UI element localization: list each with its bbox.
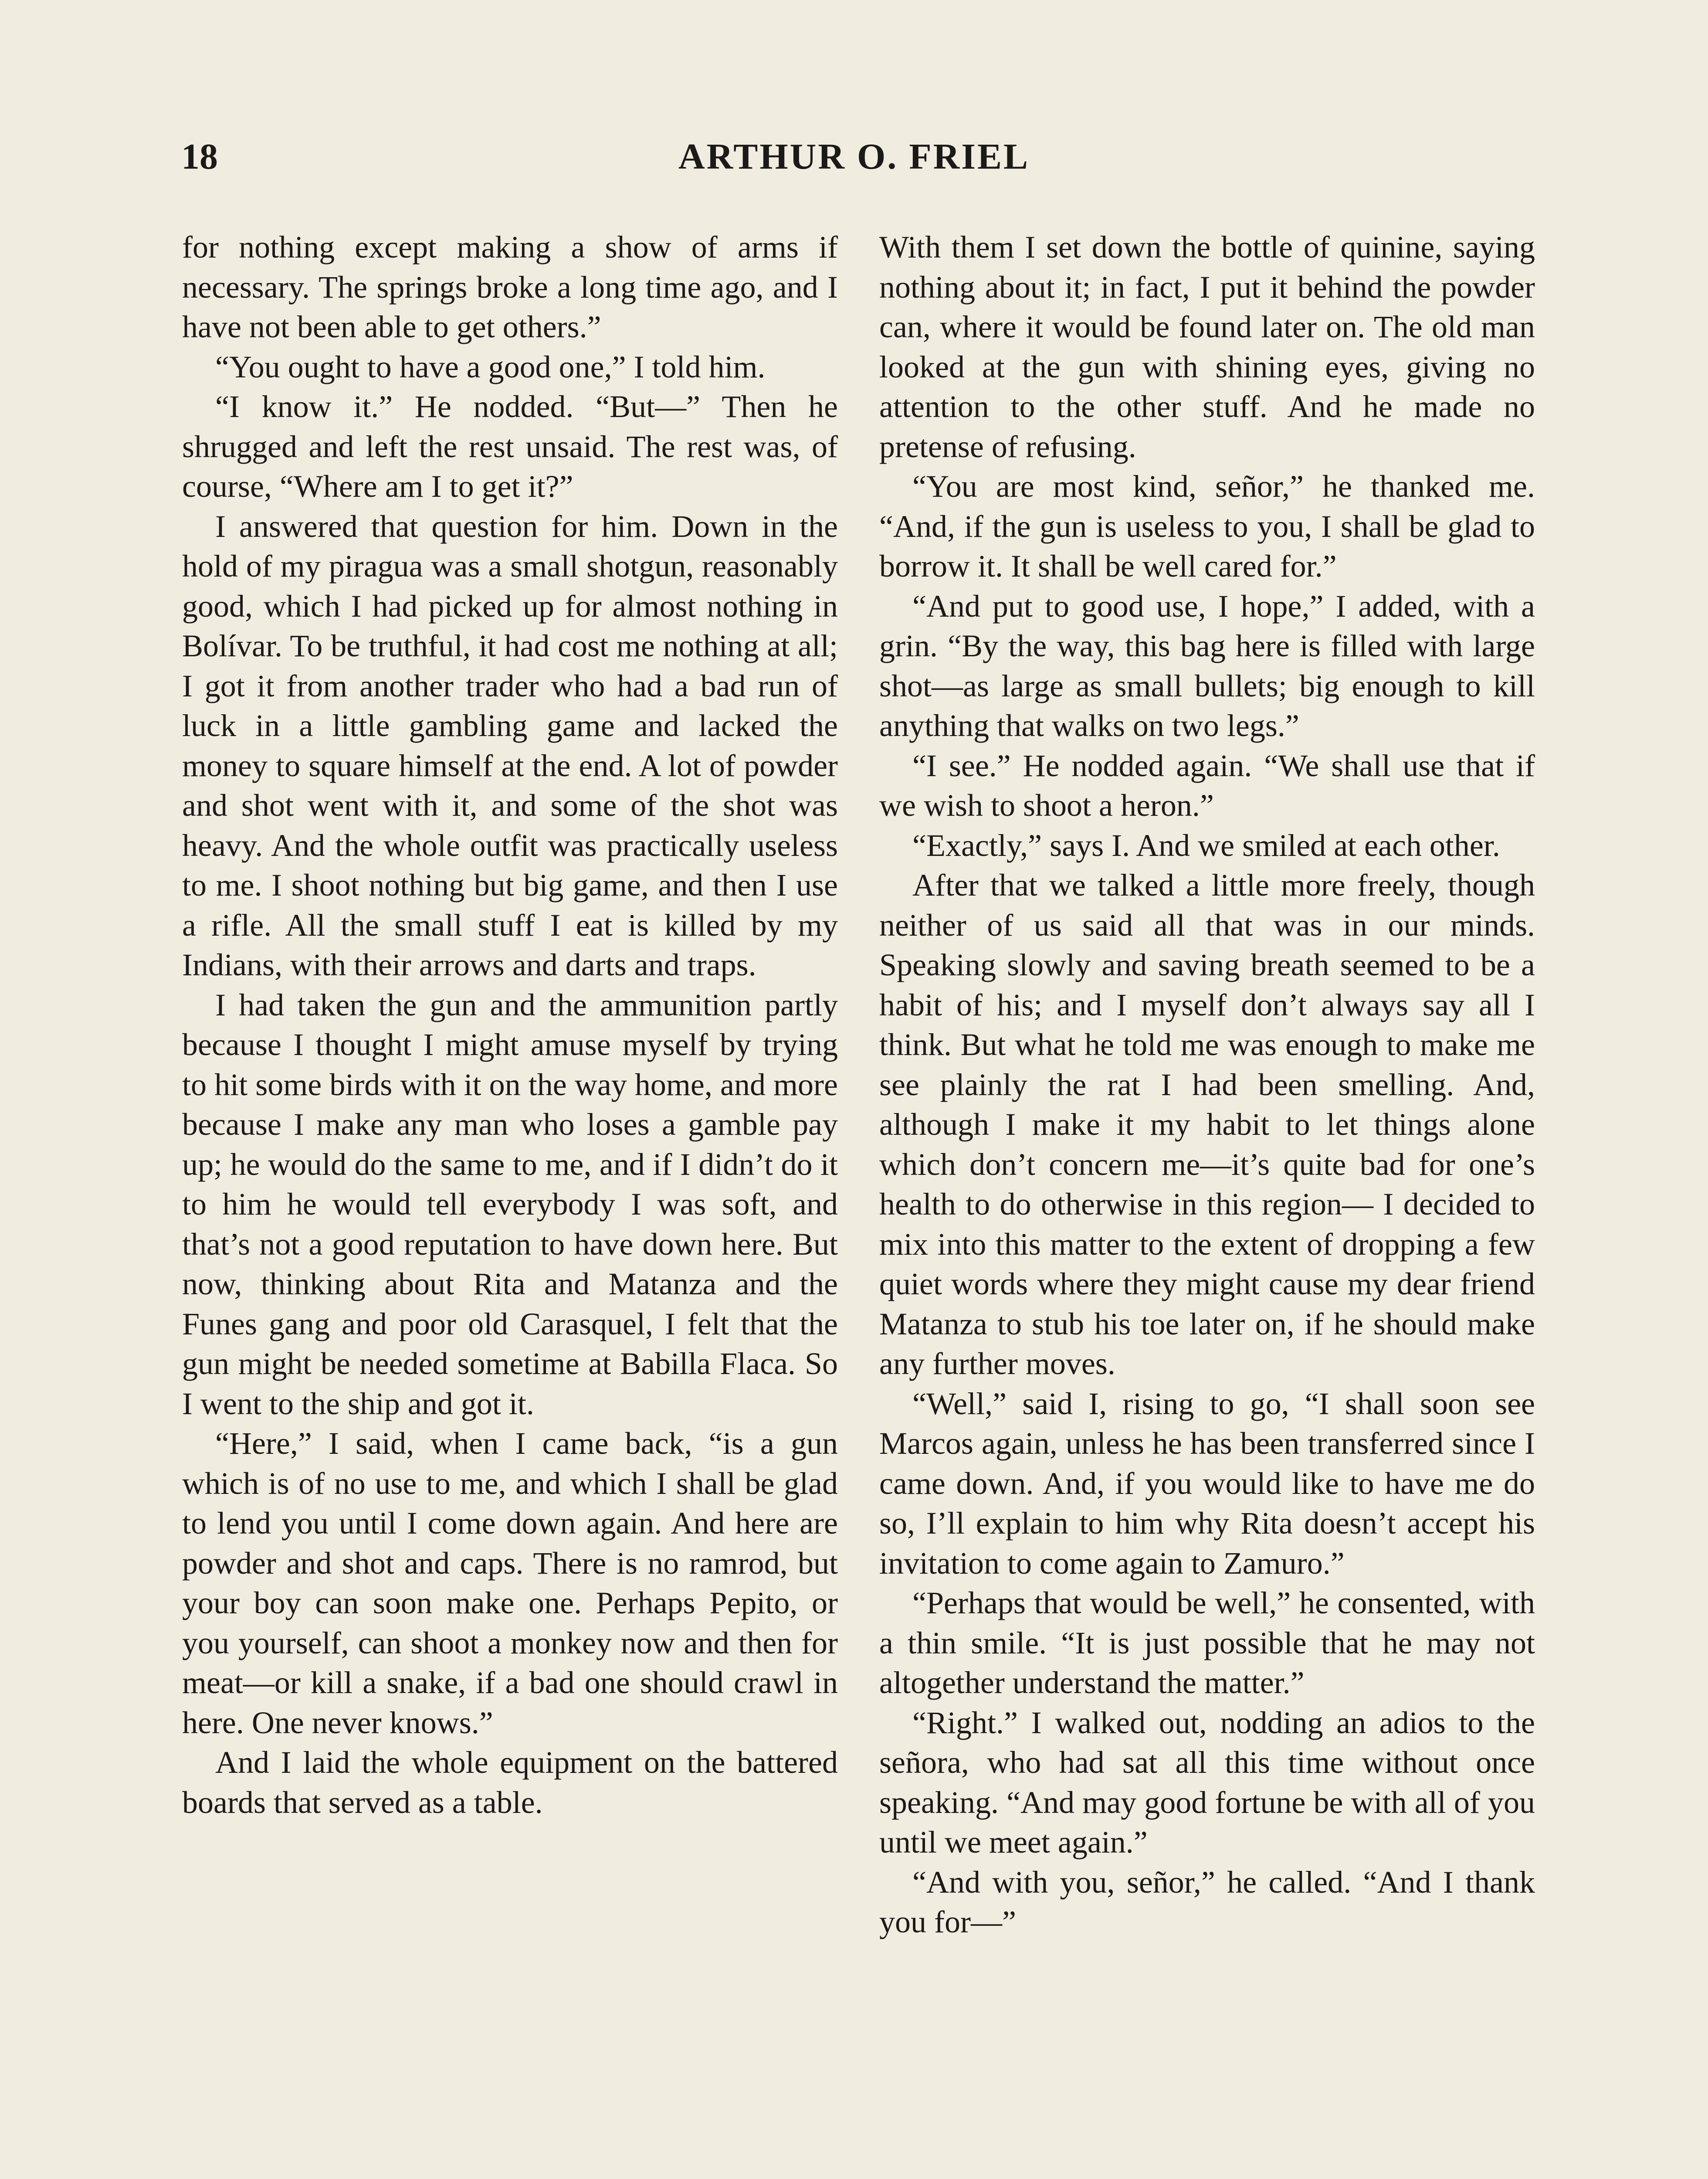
- paragraph: “Well,” said I, rising to go, “I shall soon see Marcos again, unless he has been transferred since I came down. And, if you would like to have me do so, I’ll explain to him why Rita doesn’t accept his invitation to come again to Zamuro.”: [879, 1386, 1535, 1581]
- paragraph: “And with you, señor,” he called. “And I thank you for—”: [879, 1864, 1535, 1939]
- left-column: [182, 227, 838, 1823]
- paragraph: “Perhaps that would be well,” he consented, with a thin smile. “It is just possible that he may not altogether understand the matter.”: [879, 1585, 1535, 1700]
- paragraph: “Here,” I said, when I came back, “is a gun which is of no use to me, and which I shall be glad to lend you until I come down again. And here are powder and shot and caps. There is no ramrod, but your boy can soon make one. Perhaps Pepito, or you yourself, can shoot a monkey now and then for meat—or kill a snake, if a bad one should crawl in here. One never knows.”: [182, 1426, 838, 1740]
- paragraph: “Right.” I walked out, nodding an adios to the señora, who had sat all this time without once speaking. “And may good fortune be with all of you until we meet again.”: [879, 1705, 1535, 1860]
- running-head: ARTHUR O. FRIEL: [678, 136, 1030, 177]
- right-column: [879, 227, 1535, 1942]
- paragraph: I had taken the gun and the ammunition partly because I thought I might amuse myself by trying to hit some birds with it on the way home, and more because I make any man who loses a gamble pay up; he would do the same to me, and if I didn’t do it to him he would tell everybody I was soft, and that’s not a good reputation to have down here. But now, thinking about Rita and Matanza and the Funes gang and poor old Carasquel, I felt that the gun might be needed sometime at Babilla Flaca. So I went to the ship and got it.: [182, 987, 838, 1421]
- page-number: 18: [181, 136, 218, 177]
- paragraph: And I laid the whole equipment on the battered boards that served as a table.: [182, 1745, 838, 1820]
- paragraph: I answered that question for him. Down in the hold of my piragua was a small shotgun, reasonably good, which I had picked up for almost nothing in Bolívar. To be truthful, it had cost me nothing at all; I got it from another trader who had a bad run of luck in a little gambling game and lacked the money to square himself at the end. A lot of powder and shot went with it, and some of the shot was heavy. And the whole outfit was practically useless to me. I shoot nothing but big game, and then I use a rifle. All the small stuff I eat is killed by my Indians, with their arrows and darts and traps.: [182, 509, 838, 982]
- paragraph: “Exactly,” says I. And we smiled at each other.: [912, 828, 1500, 863]
- paragraph: “I know it.” He nodded. “But—” Then he shrugged and left the rest unsaid. The rest was, of course, “Where am I to get it?”: [182, 389, 838, 504]
- paragraph: “I see.” He nodded again. “We shall use that if we wish to shoot a heron.”: [879, 748, 1535, 823]
- paragraph: With them I set down the bottle of quinine, saying nothing about it; in fact, I put it behind the powder can, where it would be found later on. The old man looked at the gun with shining eyes, giving no attention to the other stuff. And he made no pretense of refusing.: [879, 230, 1535, 464]
- paragraph: for nothing except making a show of arms if necessary. The springs broke a long time ago, and I have not been able to get others.”: [182, 230, 838, 344]
- paragraph: After that we talked a little more freely, though neither of us said all that was in our minds. Speaking slowly and saving breath seemed to be a habit of his; and I myself don’t always say all I think. But what he told me was enough to make me see plainly the rat I had been smelling. And, although I make it my habit to let things alone which don’t concern me—it’s quite bad for one’s health to do otherwise in this region— I decided to mix into this matter to the extent of dropping a few quiet words where they might cause my dear friend Matanza to stub his toe later on, if he should make any further moves.: [879, 868, 1535, 1381]
- paragraph: “You are most kind, señor,” he thanked me. “And, if the gun is useless to you, I shall be glad to borrow it. It shall be well cared for.”: [879, 469, 1535, 584]
- paragraph: “You ought to have a good one,” I told him.: [215, 349, 766, 384]
- paragraph: “And put to good use, I hope,” I added, with a grin. “By the way, this bag here is filled with large shot—as large as small bullets; big enough to kill anything that walks on two legs.”: [879, 588, 1535, 743]
